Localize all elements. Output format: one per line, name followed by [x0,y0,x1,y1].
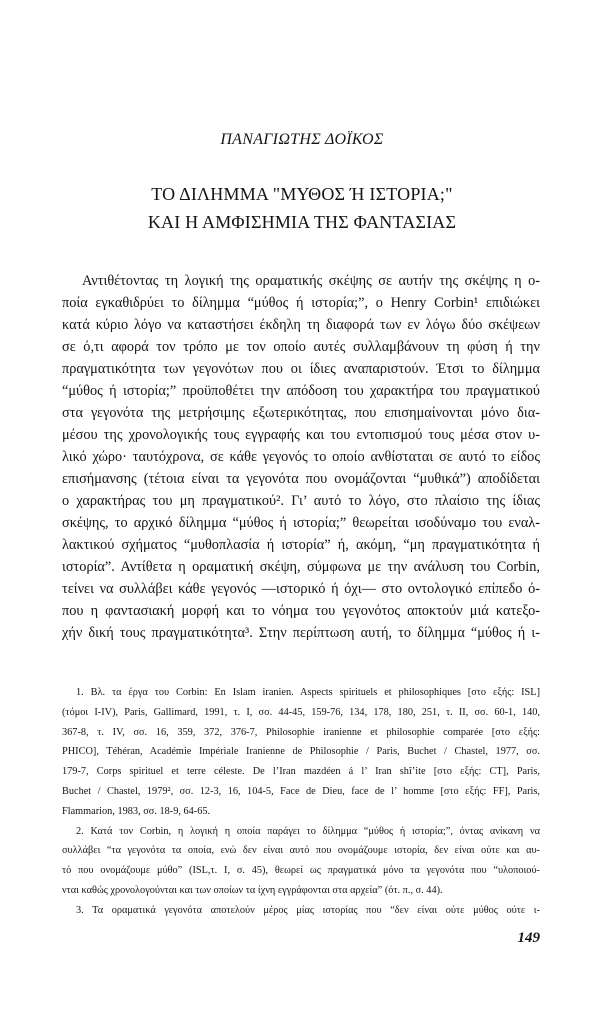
body-line: χήν δική τους πραγματικότητα³. Στην περίπτωση αυτή, το δίλημμα “μύθος ή ι- [62,625,540,641]
body-line: σε ό,τι αφορά τον τρόπο με τον οποίο αυτές συλλαμβάνουν τη φύση ή την [62,339,540,355]
title-line: ΤΟ ΔΙΛΗΜΜΑ "ΜΥΘΟΣ Ή ΙΣΤΟΡΙΑ;" [151,184,453,204]
footnote-line: 367-8, τ. IV, σσ. 16, 359, 372, 376-7, Philosophie iranienne et philosophie comparée [στο εξής: [62,726,540,738]
body-line: λακτικού σχήματος “μυθοπλασία ή ιστορία” ή, ακόμη, “μη πραγματικότητα ή [62,537,540,553]
footnote-line: συλλάβει “τα γεγονότα τα οποία, ενώ δεν είναι αυτό που ονομάζουμε ιστορία, δεν είναι ούτε και αυ- [62,845,540,857]
article-title [0,180,604,236]
footnote-line: 2. Κατά τον Corbin, η λογική η οποία παράγει το δίλημμα “μύθος ή ιστορία;”, όντας ανίκανη να [76,825,540,837]
body-line: τείνει να συλλάβει κάθε γεγονός —ιστορικό ή όχι— στο οντολογικό επίπεδο ό- [62,581,540,597]
footnote-line: 179-7, Corps spirituel et terre céleste. De l’Iran mazdéen á l’ Iran shî’ite [στο εξής: CT], Paris, [62,766,540,778]
title-line: ΚΑΙ Η ΑΜΦΙΣΗΜΙΑ ΤΗΣ ΦΑΝΤΑΣΙΑΣ [147,212,457,232]
footnote-line: Flammarion, 1983, σσ. 18-9, 64-65. [62,805,211,817]
body-line: πραγματικότητα των γεγονότων που οι ίδιες αναπαριστούν. Έτσι το δίλημμα [62,361,540,377]
page-number: 149 [517,930,540,946]
body-paragraph [62,270,540,644]
body-line: που η φαντασιακή μορφή και το νόημα του γεγονότος αποκτούν μιά κατεξο- [62,603,540,619]
body-line: λικό χώρο· ταυτόχρονα, σε κάθε γεγονός το οποίο ανθίσταται σε αυτό το είδος [62,449,540,465]
body-line: μέσου της χρονολογικής τους εγγραφής και του εντοπισμού τους μέσα στον υ- [62,427,540,443]
footnote-line: PHICO], Téhéran, Académie Impériale Iranienne de Philosophie / Paris, Buchet / Chastel, 1977, σσ. [62,746,540,758]
body-line: ο χαρακτήρας του μη πραγματικού². Γι’ αυτό το λόγο, στο πλαίσιο της ίδιας [62,493,540,509]
footnote-line: 1. Βλ. τα έργα του Corbin: En Islam iranien. Aspects spirituels et philosophiques [στο εξής: ISL] [76,687,540,698]
body-line: “μύθος ή ιστορία;” προϋποθέτει την απόδοση του χαρακτήρα του πραγματικού [62,383,540,399]
body-line: ποία εγκαθιδρύει το δίλημμα “μύθος ή ιστορία;”, ο Henry Corbin¹ επιδιώκει [62,295,540,311]
footnote-line: (τόμοι I-IV), Paris, Gallimard, 1991, τ. I, σσ. 44-45, 159-76, 134, 178, 180, 251, τ. II, σσ. 60-1, 140, [62,706,540,718]
body-line: στα γεγονότα της μετρήσιμης εξωτερικότητας, που επισημαίνονται μόνο δια- [62,405,540,421]
footnote-line: νται καθώς χρονολογούνται και των οποίων τα ίχνη εγγράφονται στα αρχεία” (ότ. π., σ. 44). [62,884,443,896]
footnote-3 [62,901,540,921]
footnote-line: τό που ονομάζουμε μύθο” (ISL,τ. I, σ. 45), θεωρεί ως πραγματικά μόνο τα γεγονότα που “υλοποιού- [62,865,540,877]
author-name: ΠΑΝΑΓΙΩΤΗΣ ΔΟΪΚΟΣ [220,131,384,148]
body-line: επισήμανσης (τέτοια είναι τα γεγονότα που ονομάζονται “μυθικά”) αποδίδεται [62,471,540,487]
footnote-2 [62,822,540,901]
body-line: ιστορία”. Αντίθετα η οραματική σκέψη, σύμφωνα με την ανάλυση του Corbin, [62,559,540,575]
body-line: Αντιθέτοντας τη λογική της οραματικής σκέψης σε αυτήν της σκέψης η ο- [82,273,540,289]
footnote-1 [62,683,540,822]
footnote-line: Buchet / Chastel, 1979², σσ. 12-3, 16, 104-5, Face de Dieu, face de l’ homme [στο εξής: FF], Paris, [62,785,540,797]
body-line: κατά κύριο λόγο να καταστήσει έκδηλη τη διαφορά των εν λόγω δύο σκέψεων [62,317,540,333]
footnotes [62,683,540,921]
body-line: σκέψης, το αρχικό δίλημμα “μύθος ή ιστορία;” θεωρείται ισοδύναμο του εναλ- [62,515,540,531]
footnote-line: 3. Τα οραματικά γεγονότα αποτελούν μέρος μίας ιστορίας που “δεν είναι ούτε μύθος ούτε ι- [76,904,540,916]
